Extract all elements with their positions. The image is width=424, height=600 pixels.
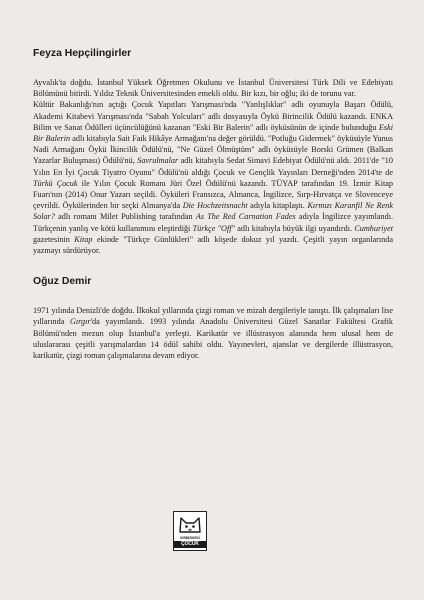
book-title: As The Red Carnation Fades	[195, 212, 296, 222]
author-bio-paragraph-1	[33, 77, 393, 99]
supplement-title: Kitap	[74, 234, 93, 244]
author-bio-paragraph-3	[33, 305, 393, 361]
bio-text: ile Yılın Çocuk Romanı Jüri Özel Ödülü'nü kazandı. TÜYAP tarafından 19. İzmir Kitap Fuarı'nın (2014) Onur Yazarı seçildi. Öyküleri Fransızca, Almanca, İngilizce, Sırp-Hırvatça ve Slovenceye çevrildi. Öykülerinden bir seçki Almanya'da	[33, 178, 393, 211]
publisher-logo	[173, 511, 207, 551]
bio-text: adlı kitabıyla Sedat Simavi Edebiyat Ödülü'nü aldı. 2011'de "10 Yılın En İyi Çocuk Tiyatro Oyunu" Ödülü'nü aldığı Çocuk ve Gençlik Yayınları Derneği'nden 2014'te de	[33, 156, 393, 177]
bio-text: adlı romanı Milet Publishing tarafından	[54, 212, 196, 222]
book-title: Eski Bir Balerin	[33, 122, 393, 144]
bio-text: adlı kitabıyla büyük ilgi uyandırdı.	[234, 223, 355, 233]
publisher-label: ÇOCUK	[174, 541, 206, 548]
book-title: Türkü Çocuk	[33, 178, 78, 188]
magazine-title: Gırgır	[69, 317, 91, 327]
publisher-brand: KIRMIZIKEDİ	[180, 536, 200, 540]
bio-text: 'da yayımlandı. 1993 yılında Anadolu Üniversitesi Güzel Sanatlar Fakültesi Grafik Bölümü'nden mezun olup İstanbul'a yerleşti. Karikatür ve illüstrasyon alanında hem ulusal hem de uluslararası çeşitli yarışmalardan 14 ödül sahibi oldu. Yayınevleri, ajanslar ve dergilerde illüstrasyon, karikatür, çizgi roman çalışmalarına devam ediyor.	[33, 317, 393, 361]
newspaper-title: Cumhuriyet	[354, 223, 394, 233]
bio-text: adlı kitabıyla Sait Faik Hikâye Armağanı'na değer görüldü. "Potluğu Gidermek" öyküsüyle Yunus Nadi Armağanı Öykü İkincilik Ödülü'nü, "Ne Güzel Ölmüştüm" adlı öyküsüyle Borski Grümen (Balkan Yazarlar Buluşması) Ödülü'nü,	[33, 134, 393, 166]
bio-text: Kültür Bakanlığı'nın açtığı Çocuk Yapıtları Yarışması'nda "Yanlışlıklar" adlı oyunuyla Başarı Ödülü, Akademi Kitabevi Yarışması'nda "Sabah Yolcuları" adlı dosyasıyla Öykü Birincilik Ödülü kazandı. ENKA Bilim ve Sanat Ödülleri üçüncülüğünü kazanan "Eski Bir Balerin" adlı öyküsünün de içinde bulunduğu	[33, 100, 393, 132]
book-title: Die Hochzeitsnacht	[182, 201, 248, 211]
author-name-oguz: Oğuz Demir	[33, 276, 92, 288]
bio-text: 1971 yılında Denizli'de doğdu. İlkokul yıllarında çizgi roman ve mizah dergileriyle tanıştı. İlk çalışmaları lise yıllarında	[33, 306, 393, 327]
cat-face-icon	[174, 512, 206, 536]
book-title: Kırmızı Karanfil Ne Renk Solar?	[33, 201, 393, 222]
book-title: Türkçe "Off"	[192, 223, 235, 233]
bio-text: adıyla İngilizce yayımlandı. Türkçenin yanlış ve kötü kullanımını eleştirdiği	[33, 212, 394, 233]
bio-text: Ayvalık'ta doğdu. İstanbul Yüksek Öğretmen Okulunu ve İstanbul Üniversitesi Türk Dili ve Edebiyatı Bölümünü bitirdi. Yıldız Teknik Üniversitesinden emekli oldu. Bir kızı, bir oğlu; iki de torunu var.	[33, 78, 393, 99]
page-content	[33, 48, 393, 361]
bio-text: ekinde "Türkçe Günlükleri" adlı köşede dokuz yıl yazdı. Çeşitli yayın organlarında yazmayı sürdürüyor.	[33, 234, 394, 256]
bio-text: adıyla kitaplaştı.	[247, 201, 308, 211]
bio-text: gazetesinin	[33, 234, 75, 244]
book-title: Savrulmalar	[137, 156, 179, 166]
author-name-feyza: Feyza Hepçilingirler	[33, 48, 132, 59]
author-bio-paragraph-2	[33, 99, 393, 256]
